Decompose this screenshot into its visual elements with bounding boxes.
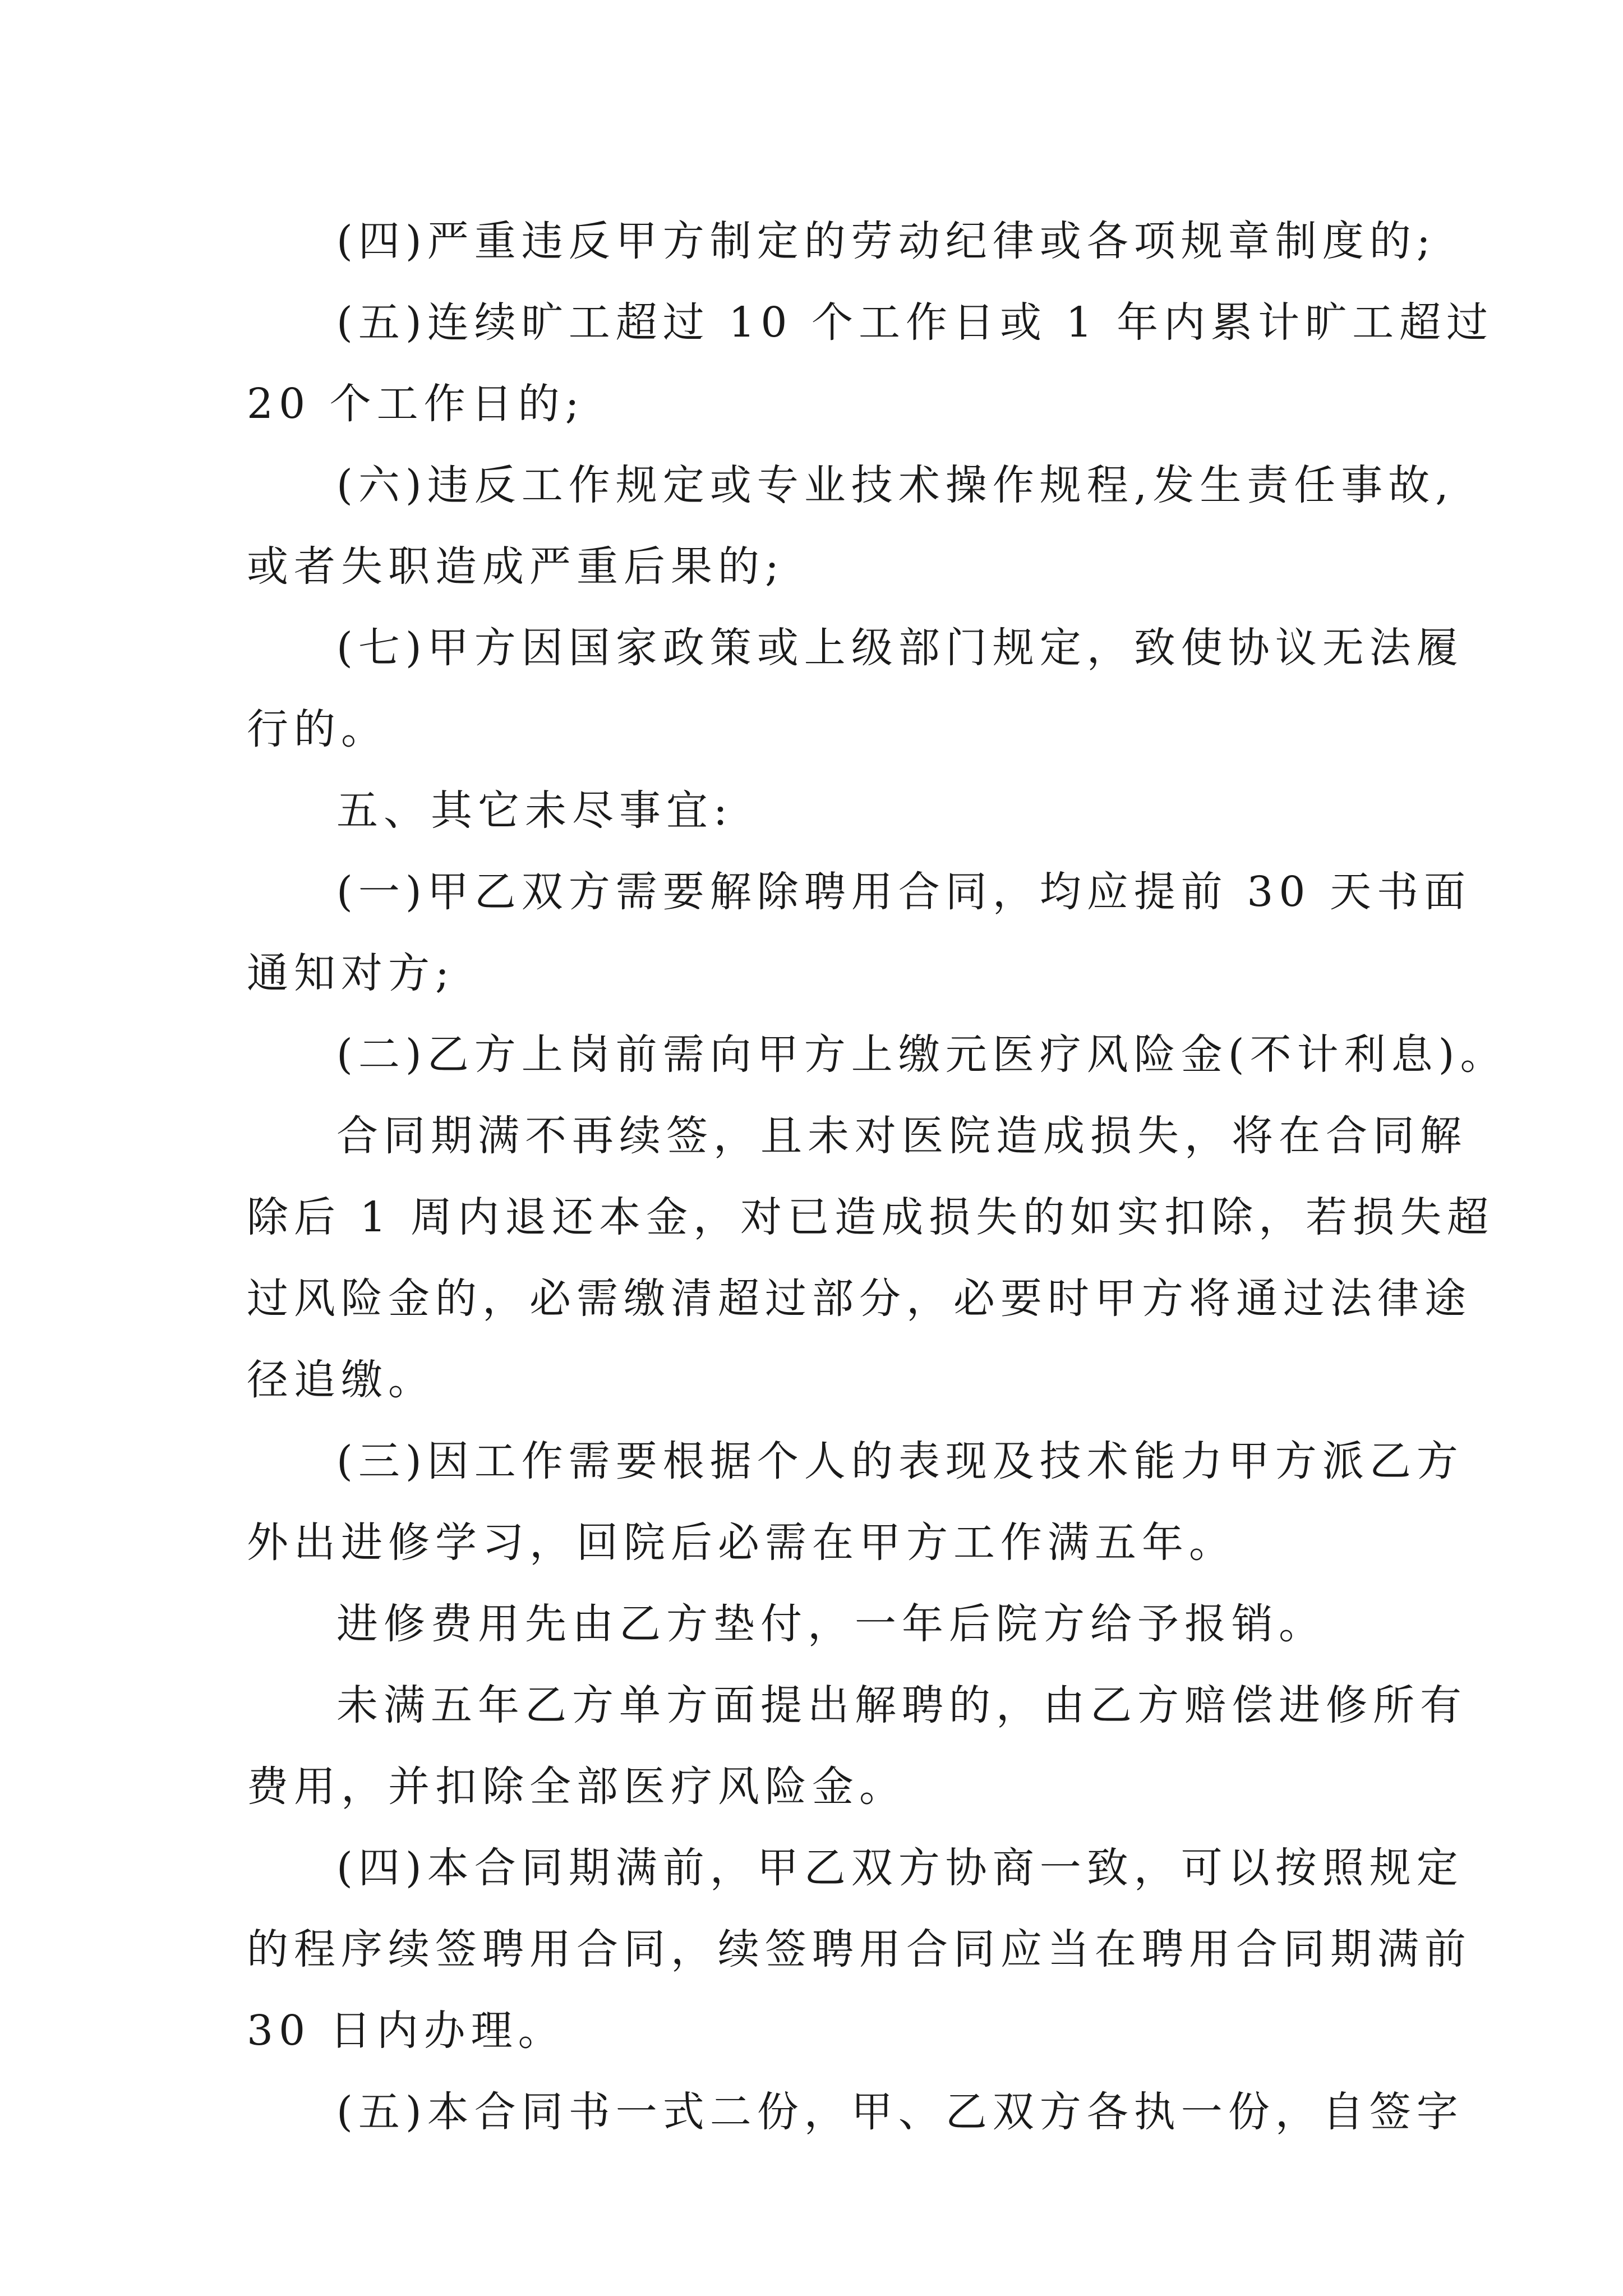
clause-4-7: (七)甲方因国家政策或上级部门规定，致使协议无法履 — [336, 624, 1464, 672]
clause-4-5-cont: 20 个工作日的; — [247, 380, 585, 428]
clause-5-2-para-cont-2: 过风险金的，必需缴清超过部分，必要时甲方将通过法律途 — [247, 1274, 1472, 1323]
clause-5-3-para-1: 进修费用先由乙方垫付，一年后院方给予报销。 — [336, 1600, 1326, 1648]
clause-5-3-cont: 外出进修学习，回院后必需在甲方工作满五年。 — [247, 1519, 1236, 1567]
clause-4-6-cont: 或者失职造成严重后果的; — [247, 542, 785, 591]
clause-5-2: (二)乙方上岗前需向甲方上缴元医疗风险金(不计利息)。 — [336, 1030, 1507, 1079]
clause-4-6: (六)违反工作规定或专业技术操作规程,发生责任事故, — [336, 461, 1454, 509]
clause-5-1: (一)甲乙双方需要解除聘用合同，均应提前 30 天书面 — [336, 868, 1471, 916]
clause-4-5: (五)连续旷工超过 10 个工作日或 1 年内累计旷工超过 — [336, 298, 1494, 347]
clause-5-3-para-2-cont: 费用，并扣除全部医疗风险金。 — [247, 1763, 906, 1811]
clause-5-2-para-cont-3: 径追缴。 — [247, 1356, 435, 1404]
clause-5-2-para-cont-1: 除后 1 周内退还本金，对已造成损失的如实扣除，若损失超 — [247, 1193, 1495, 1241]
clause-4-7-cont: 行的。 — [247, 705, 388, 753]
clause-5-3: (三)因工作需要根据个人的表现及技术能力甲方派乙方 — [336, 1437, 1464, 1485]
section-5-heading: 五、其它未尽事宜: — [336, 786, 733, 835]
clause-5-1-cont: 通知对方; — [247, 949, 455, 997]
clause-4-4: (四)严重违反甲方制定的劳动纪律或各项规章制度的; — [336, 217, 1436, 265]
clause-5-3-para-2: 未满五年乙方单方面提出解聘的，由乙方赔偿进修所有 — [336, 1681, 1467, 1729]
clause-5-2-para: 合同期满不再续签，且未对医院造成损失，将在合同解 — [336, 1112, 1467, 1160]
clause-5-5: (五)本合同书一式二份，甲、乙双方各执一份，自签字 — [336, 2088, 1464, 2136]
clause-5-4-cont-2: 30 日内办理。 — [247, 2007, 565, 2055]
clause-5-4: (四)本合同期满前，甲乙双方协商一致，可以按照规定 — [336, 1844, 1464, 1892]
clause-5-4-cont-1: 的程序续签聘用合同，续签聘用合同应当在聘用合同期满前 — [247, 1925, 1472, 1973]
